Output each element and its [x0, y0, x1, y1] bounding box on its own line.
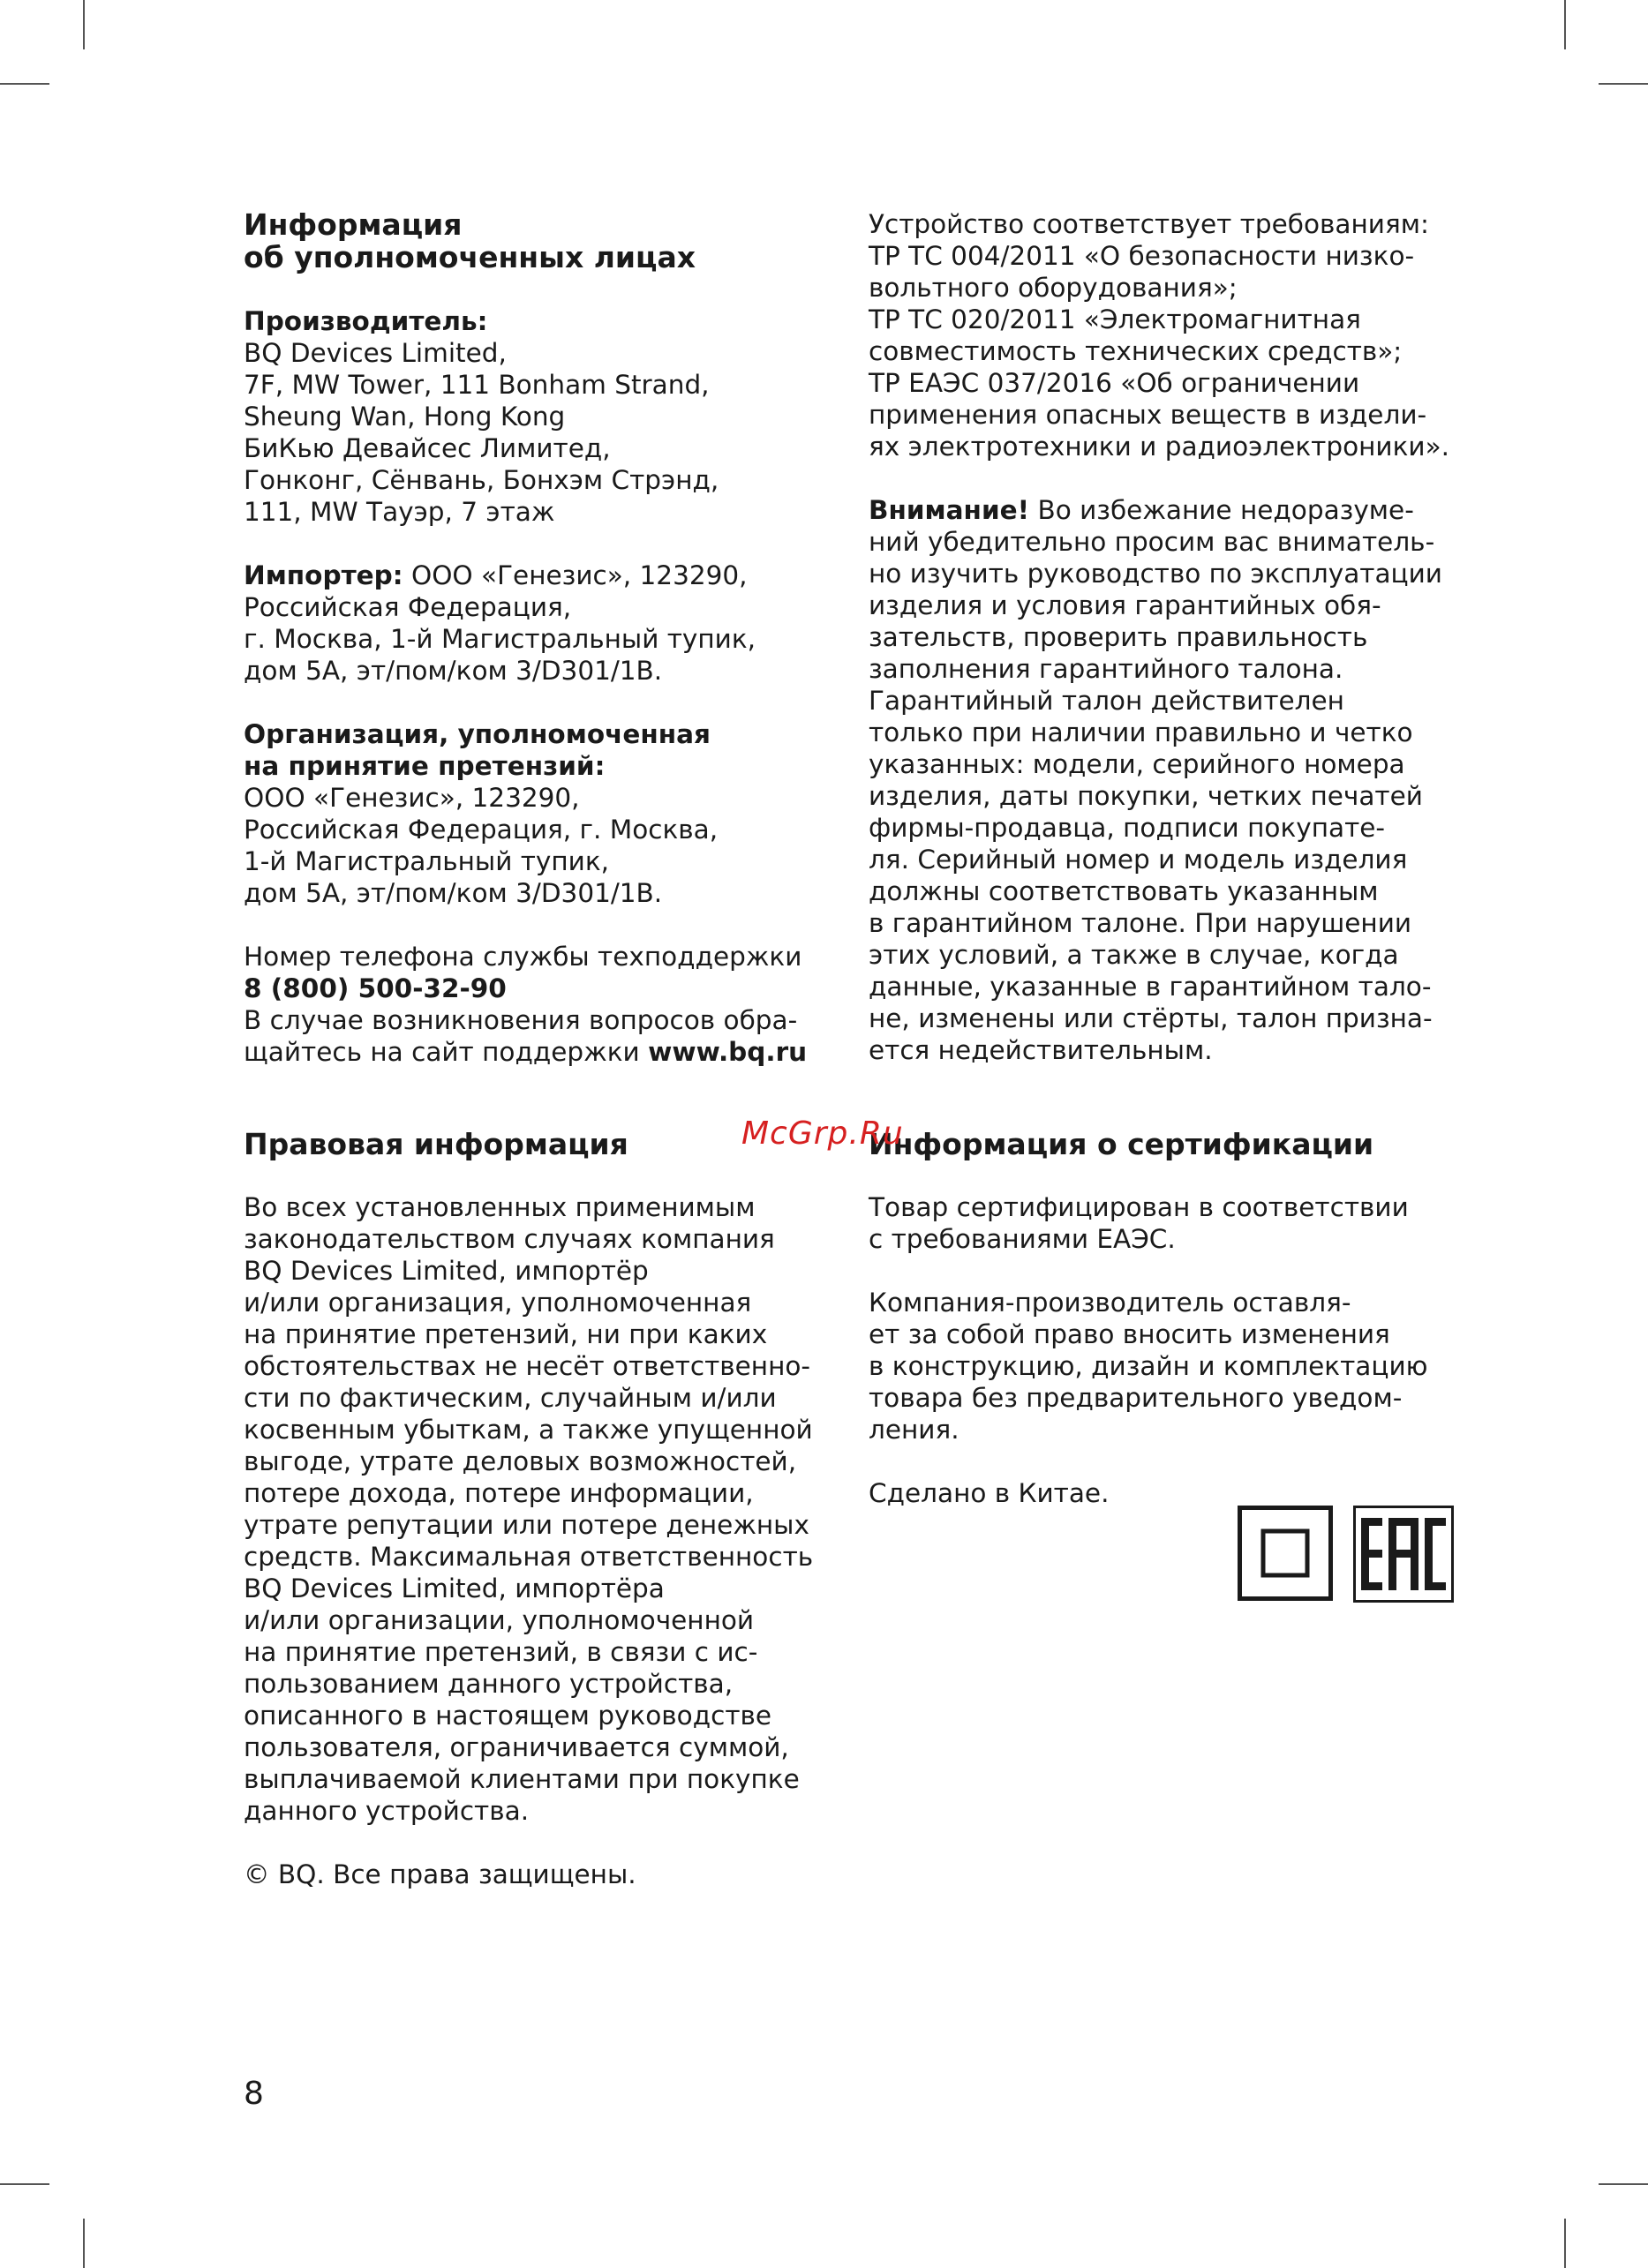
requirements-text: Устройство соответствует требованиям: ТР ТС 004/2011 «О безопасности низко- вольтного оборудования»; ТР ТС 020/2011 «Электромагнитная совместимость технических средств»; ТР ЕАЭС 037/2016 «Об ограничении применения опасных веществ в издели- ях электротехники и радиоэлектроники». — [869, 209, 1449, 462]
attention-text: Внимание! Во избежание недоразуме- ний убедительно просим вас вниматель- но изучить руководство по эксплуатации изделия и условия гарантийных обя- зательств, проверить правильность заполнения гарантийного талона. Гарантийный талон действителен только при наличии правильно и четко указанных: модели, серийного номера изделия, даты покупки, четких печатей фирмы-продавца, подписи покупате- ля. Серийный номер и модель изделия должны соответствовать указанным в гарантийном талоне. При нарушении этих условий, а также в случае, когда данные, указанные в гарантийном тало- не, изменены или стёрты, талон призна- ется недействительным. — [869, 495, 1442, 1065]
crop-mark — [1564, 2219, 1566, 2268]
double-insulation-icon — [1238, 1506, 1333, 1601]
crop-mark — [0, 83, 49, 85]
changes-notice: Компания-производитель оставля- ет за собой право вносить изменения в конструкцию, дизайн и комплектацию товара без предварительного уведом- ления. — [869, 1288, 1428, 1445]
crop-mark — [0, 2183, 49, 2185]
support-phone: 8 (800) 500-32-90 — [244, 973, 507, 1003]
copyright: © BQ. Все права защищены. — [244, 1859, 636, 1889]
authorized-persons-section — [244, 208, 826, 1068]
legal-text: Во всех установленных применимым законодательством случаях компания BQ Devices Limited, импортёр и/или организация, уполномоченная на принятие претензий, ни при каких обстоятельствах не несёт ответственно- сти по фактическим, случайным и/или косвенным убыткам, а также упущенной выгоде, утрате деловых возможностей, потере дохода, потере информации, утрате репутации или потере денежных средств. Максимальная ответственность BQ Devices Limited, импортёра и/или организации, уполномоченной на принятие претензий, в связи с ис- пользованием данного устройства, описанного в настоящем руководстве пользователя, ограничивается суммой, выплачиваемой клиентами при покупке данного устройства. — [244, 1192, 814, 1826]
watermark: McGrp.Ru — [741, 1115, 904, 1152]
crop-mark — [83, 2219, 85, 2268]
crop-mark — [1599, 2183, 1648, 2185]
importer-block: Импортер: ООО «Генезис», 123290, Российская Федерация, г. Москва, 1-й Магистральный тупик, дом 5А, эт/пом/ком 3/D301/1В. — [244, 560, 756, 686]
crop-mark — [1599, 83, 1648, 85]
eac-mark-icon — [1353, 1506, 1454, 1603]
requirements-section — [869, 208, 1469, 1066]
section-title: Информация об уполномоченных лицах — [244, 207, 696, 274]
certification-title: Информация о сертификации — [869, 1127, 1374, 1161]
manufacturer-block: Производитель: BQ Devices Limited, 7F, MW Tower, 111 Bonham Strand, Sheung Wan, Hong Kong БиКью Девайсес Лимитед, Гонконг, Сёнвань, Бонхэм Стрэнд, 111, MW Тауэр, 7 этаж — [244, 306, 719, 527]
made-in: Сделано в Китае. — [869, 1478, 1110, 1508]
legal-section — [244, 1128, 826, 1890]
certification-text: Товар сертифицирован в соответствии с требованиями ЕАЭС. — [869, 1192, 1409, 1254]
page-number: 8 — [244, 2076, 264, 2112]
claims-organization-block: Организация, уполномоченная на принятие претензий: ООО «Генезис», 123290, Российская Федерация, г. Москва, 1-й Магистральный тупик, дом 5А, эт/пом/ком 3/D301/1В. — [244, 719, 719, 908]
crop-mark — [1564, 0, 1566, 49]
support-site-link[interactable]: www.bq.ru — [648, 1037, 808, 1067]
support-block: Номер телефона службы техподдержки 8 (800) 500-32-90 В случае возникновения вопросов обра- щайтесь на сайт поддержки www.bq.ru — [244, 941, 826, 1068]
certification-section — [869, 1128, 1469, 1509]
legal-title: Правовая информация — [244, 1127, 628, 1161]
crop-mark — [83, 0, 85, 49]
